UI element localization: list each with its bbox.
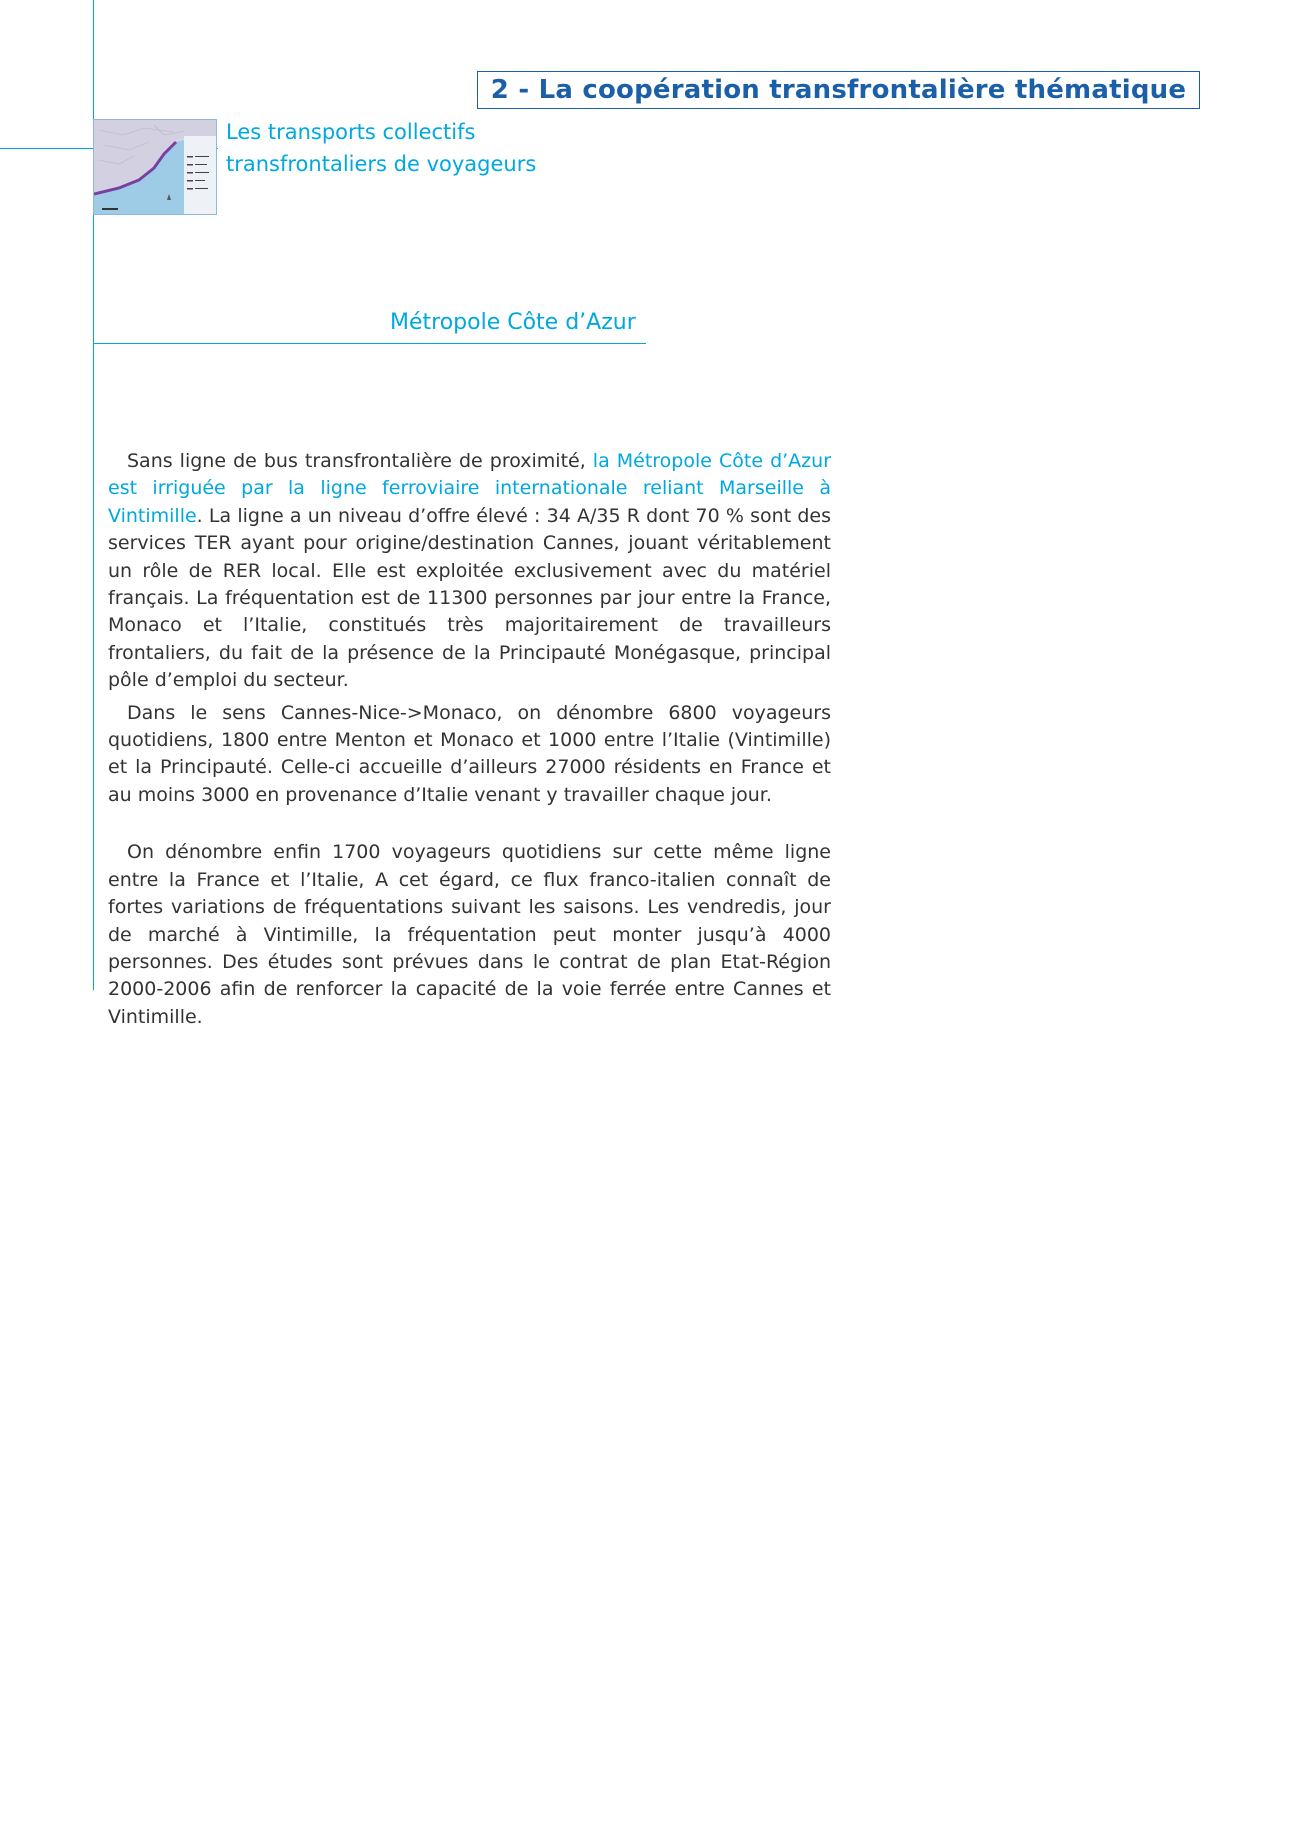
section-title-box [477,71,1200,109]
p1-highlight: la Métropole Côte d’Azur est irriguée par la ligne ferroviaire internationale reliant Marseille à Vintimille [108,450,832,527]
section-heading-rule [93,343,646,344]
p1-rest: . La ligne a un niveau d’offre élevé : 34 A/35 R dont 70 % sont des services TER ayant pour origine/destination Cannes, jouant véritablement un rôle de RER local. Elle est exploitée exclusivement avec du matériel français. La fréquentation est de 11300 personnes par jour entre la France, Monaco et l’Italie, constitués très majoritairement de travailleurs frontaliers, du fait de la présence de la Principauté Monégasque, principal pôle d’emploi du secteur. [108,504,831,692]
body-text [108,448,831,1036]
paragraph-2: Dans le sens Cannes-Nice->Monaco, on dénombre 6800 voyageurs quotidiens, 1800 entre Menton et Monaco et 1000 entre l’Italie (Vintimille) et la Principauté. Celle-ci accueille d’ailleurs 27000 résidents en France et au moins 3000 en provenance d’Italie venant y travailler chaque jour. [108,701,831,806]
section-heading: Métropole Côte d’Azur [390,310,636,335]
paragraph-3: On dénombre enfin 1700 voyageurs quotidiens sur cette même ligne entre la France et l’Italie, A cet égard, ce flux franco-italien connaît de fortes variations de fréquentations suivant les saisons. Les vendredis, jour de marché à Vintimille, la fréquentation peut monter jusqu’à 4000 personnes. Des études sont prévues dans le contrat de plan Etat-Région 2000-2006 afin de renforcer la capacité de la voie ferrée entre Cannes et Vintimille. [108,841,831,1028]
section-title: 2 - La coopération transfrontalière thématique [490,75,1187,105]
p1-start: Sans ligne de bus transfrontalière de proximité, [127,450,593,472]
subtitle [226,116,536,180]
subtitle-line-1: Les transports collectifs [226,120,476,144]
subtitle-line-2: transfrontaliers de voyageurs [226,152,537,176]
map-thumbnail-icon [93,119,217,215]
paragraph-1 [108,448,831,695]
